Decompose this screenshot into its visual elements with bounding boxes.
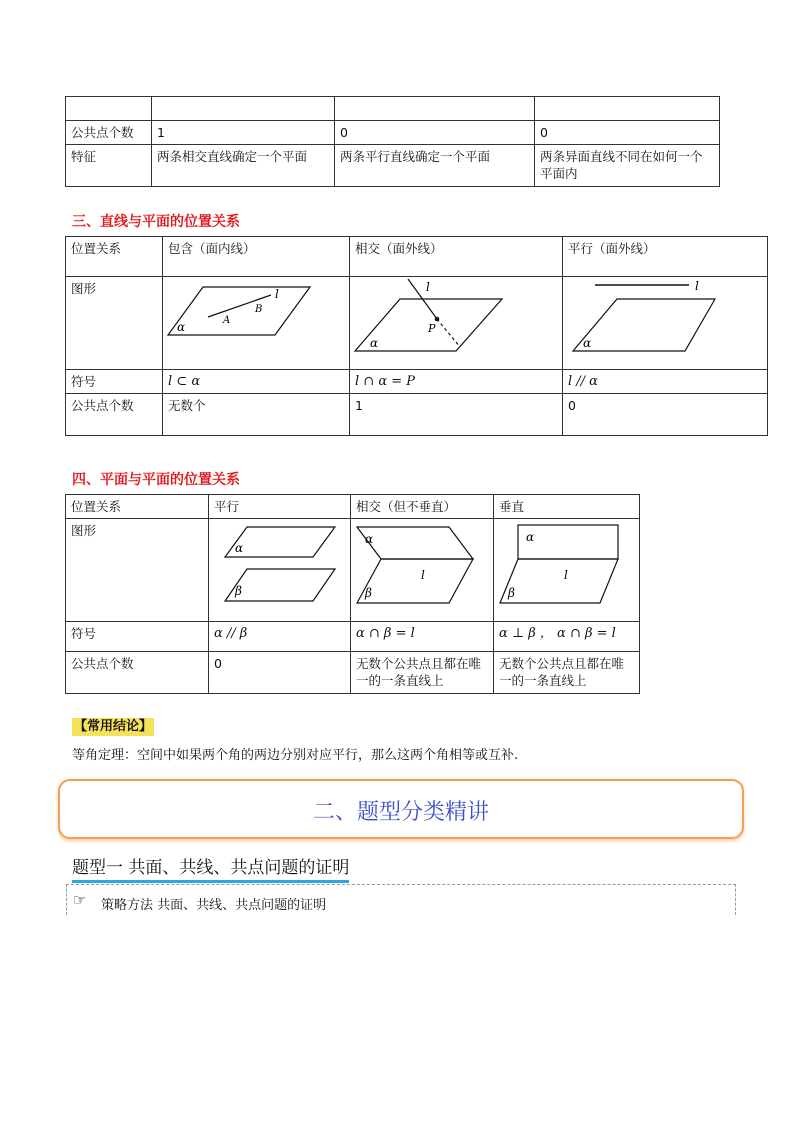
header-cell: 平行 <box>209 495 351 519</box>
intersecting-planes-figure <box>351 519 493 617</box>
row-label: 公共点个数 <box>66 121 152 145</box>
symbol-cell: l ∩ α = P <box>350 370 563 394</box>
header-cell: 包含（面内线） <box>163 237 350 277</box>
conclusion-text: 等角定理：空间中如果两个角的两边分别对应平行，那么这两个角相等或互补. <box>72 748 519 763</box>
figure-cell <box>209 519 351 622</box>
empty-cell <box>535 97 720 121</box>
symbol-cell: α ∩ β = l <box>351 622 494 652</box>
cell: 无数个 <box>163 394 350 436</box>
svg-text:α: α <box>583 336 592 350</box>
empty-cell <box>66 97 152 121</box>
pointing-hand-icon: ☞ <box>73 891 87 909</box>
row-label: 位置关系 <box>66 495 209 519</box>
row-label: 图形 <box>66 519 209 622</box>
header-cell: 垂直 <box>494 495 640 519</box>
cell: 两条异面直线不同在如何一个平面内 <box>535 145 720 187</box>
svg-text:α: α <box>526 530 535 544</box>
conclusion-label: 【常用结论】 <box>74 719 153 734</box>
empty-cell <box>152 97 335 121</box>
svg-text:α: α <box>235 541 244 555</box>
figure-cell <box>494 519 640 622</box>
svg-text:l: l <box>426 280 430 294</box>
strategy-text: 策略方法 共面、共线、共点问题的证明 <box>101 898 327 913</box>
figure-cell <box>163 277 350 370</box>
cell: 两条相交直线确定一个平面 <box>152 145 335 187</box>
empty-cell <box>335 97 535 121</box>
type-heading: 题型一 共面、共线、共点问题的证明 <box>72 853 349 883</box>
plane-plane-table <box>65 494 640 694</box>
symbol-cell: l // α <box>563 370 768 394</box>
header-cell: 平行（面外线） <box>563 237 768 277</box>
symbol-cell: l ⊂ α <box>163 370 350 394</box>
svg-text:l: l <box>695 279 699 293</box>
svg-text:l: l <box>421 568 425 582</box>
section-3-title: 三、直线与平面的位置关系 <box>72 214 240 230</box>
strategy-box <box>66 884 736 915</box>
cell: 无数个公共点且都在唯一的一条直线上 <box>494 652 640 694</box>
cell: 1 <box>350 394 563 436</box>
svg-text:l: l <box>564 568 568 582</box>
header-cell: 相交（但不垂直） <box>351 495 494 519</box>
svg-text:α: α <box>365 532 374 546</box>
svg-text:B: B <box>255 304 263 315</box>
figure-cell <box>351 519 494 622</box>
cell: 无数个公共点且都在唯一的一条直线上 <box>351 652 494 694</box>
cell: 0 <box>209 652 351 694</box>
line-intersects-plane-figure <box>350 277 560 365</box>
cell: 0 <box>535 121 720 145</box>
svg-text:α: α <box>177 320 186 334</box>
symbol-cell: α // β <box>209 622 351 652</box>
perpendicular-planes-figure <box>494 519 639 617</box>
line-relation-table <box>65 96 720 187</box>
banner-title: 二、题型分类精讲 <box>312 800 489 825</box>
svg-text:β: β <box>508 586 515 600</box>
section-4-title: 四、平面与平面的位置关系 <box>72 472 240 488</box>
row-label: 特征 <box>66 145 152 187</box>
cell: 两条平行直线确定一个平面 <box>335 145 535 187</box>
line-plane-table <box>65 236 768 436</box>
cell: 0 <box>563 394 768 436</box>
row-label: 公共点个数 <box>66 394 163 436</box>
figure-cell <box>350 277 563 370</box>
svg-text:A: A <box>223 315 231 326</box>
line-parallel-plane-figure <box>563 277 763 365</box>
header-cell: 相交（面外线） <box>350 237 563 277</box>
svg-text:α: α <box>370 336 379 350</box>
parallel-planes-figure <box>209 519 349 617</box>
row-label: 公共点个数 <box>66 652 209 694</box>
cell: 0 <box>335 121 535 145</box>
row-label: 符号 <box>66 622 209 652</box>
section-banner <box>58 779 744 839</box>
svg-text:β: β <box>365 586 372 600</box>
svg-text:l: l <box>275 287 279 301</box>
figure-cell <box>563 277 768 370</box>
row-label: 位置关系 <box>66 237 163 277</box>
svg-text:β: β <box>235 584 242 598</box>
row-label: 符号 <box>66 370 163 394</box>
cell: 1 <box>152 121 335 145</box>
symbol-cell: α ⊥ β ， α ∩ β = l <box>494 622 640 652</box>
row-label: 图形 <box>66 277 163 370</box>
line-in-plane-figure <box>163 277 343 365</box>
svg-text:P: P <box>428 322 436 335</box>
